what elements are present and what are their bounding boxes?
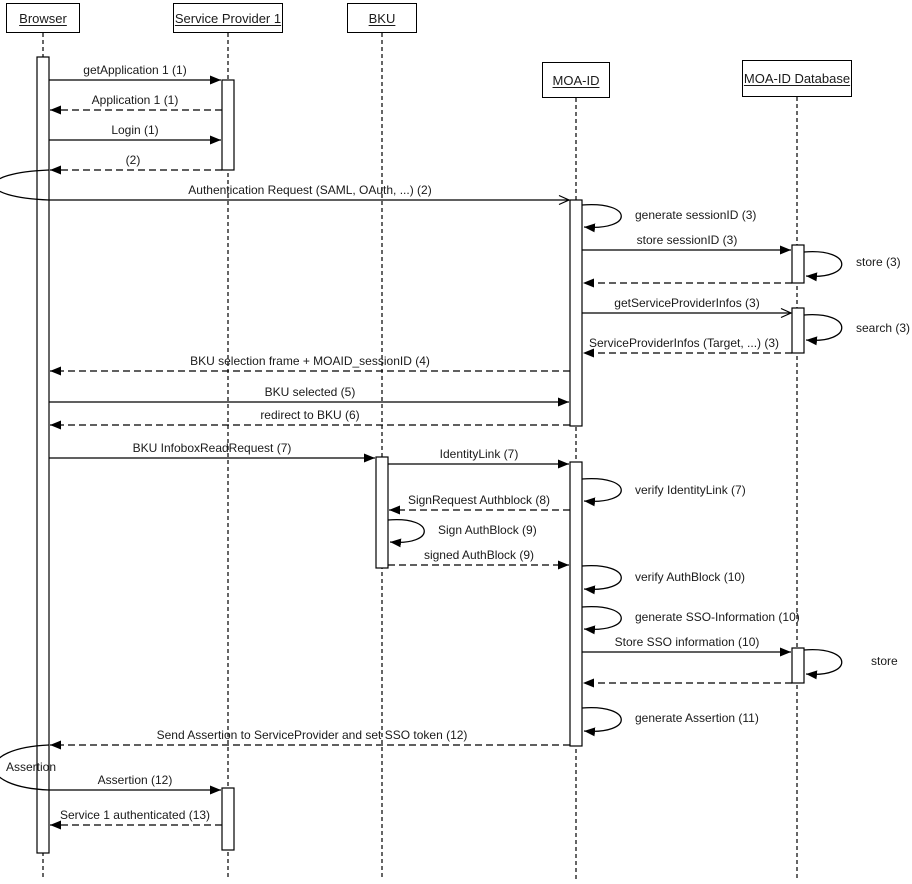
message-label-infobox-read-request: BKU InfoboxReadRequest (7) <box>132 441 292 455</box>
message-label-signed-authblock: signed AuthBlock (9) <box>423 548 535 562</box>
actor-box-moa-id-database <box>742 60 852 97</box>
message-label-authentication-request: Authentication Request (SAML, OAuth, ...) (2) <box>188 183 432 197</box>
actor-label: MOA-ID <box>552 72 600 88</box>
actor-label: MOA-ID Database <box>743 71 851 86</box>
message-label-redirect-to-bku: redirect to BKU (6) <box>260 408 360 422</box>
actor-box-browser <box>6 3 80 33</box>
message-label-sp-infos: ServiceProviderInfos (Target, ...) (3) <box>588 336 780 350</box>
actor-box-moa-id <box>542 62 610 98</box>
self-call-label-generate-sessionid: generate sessionID (3) <box>635 208 757 222</box>
message-label-store-sso-information: Store SSO information (10) <box>614 635 760 649</box>
message-label-service-authenticated: Service 1 authenticated (13) <box>59 808 211 822</box>
self-call-label-verify-authblock: verify AuthBlock (10) <box>635 570 746 584</box>
message-label-login: Login (1) <box>111 123 159 137</box>
self-call-label-store-3: store (3) <box>856 255 901 269</box>
message-label-signrequest-authblock: SignRequest Authblock (8) <box>407 493 551 507</box>
browser-loop-label-assertion: Assertion <box>6 760 57 774</box>
actor-label: BKU <box>368 10 396 26</box>
message-label-application: Application 1 (1) <box>91 93 179 107</box>
self-call-label-verify-identitylink: verify IdentityLink (7) <box>635 483 746 497</box>
self-call-label-generate-sso-information: generate SSO-Information (10) <box>635 610 800 624</box>
message-label-get-sp-infos: getServiceProviderInfos (3) <box>614 296 760 310</box>
actor-box-bku <box>347 3 417 33</box>
lifelines <box>43 33 797 880</box>
self-call-label-sign-authblock: Sign AuthBlock (9) <box>438 523 537 537</box>
self-call-label-store: store <box>871 654 898 668</box>
message-label-identitylink: IdentityLink (7) <box>439 447 519 461</box>
message-label-assertion: Assertion (12) <box>97 773 173 787</box>
actor-label: Browser <box>19 10 67 26</box>
message-label-bku-selected: BKU selected (5) <box>264 385 356 399</box>
self-call-label-search-3: search (3) <box>856 321 911 335</box>
message-label-get-application: getApplication 1 (1) <box>83 63 187 77</box>
message-label-store-sessionid: store sessionID (3) <box>636 233 738 247</box>
message-label-return-2: (2) <box>125 153 141 167</box>
message-label-bku-selection-frame: BKU selection frame + MOAID_sessionID (4) <box>190 354 430 368</box>
actor-label: Service Provider 1 <box>174 10 282 26</box>
message-label-send-assertion: Send Assertion to ServiceProvider and set SSO token (12) <box>156 728 468 742</box>
actor-box-service-provider <box>173 3 283 33</box>
self-call-label-generate-assertion: generate Assertion (11) <box>635 711 759 725</box>
